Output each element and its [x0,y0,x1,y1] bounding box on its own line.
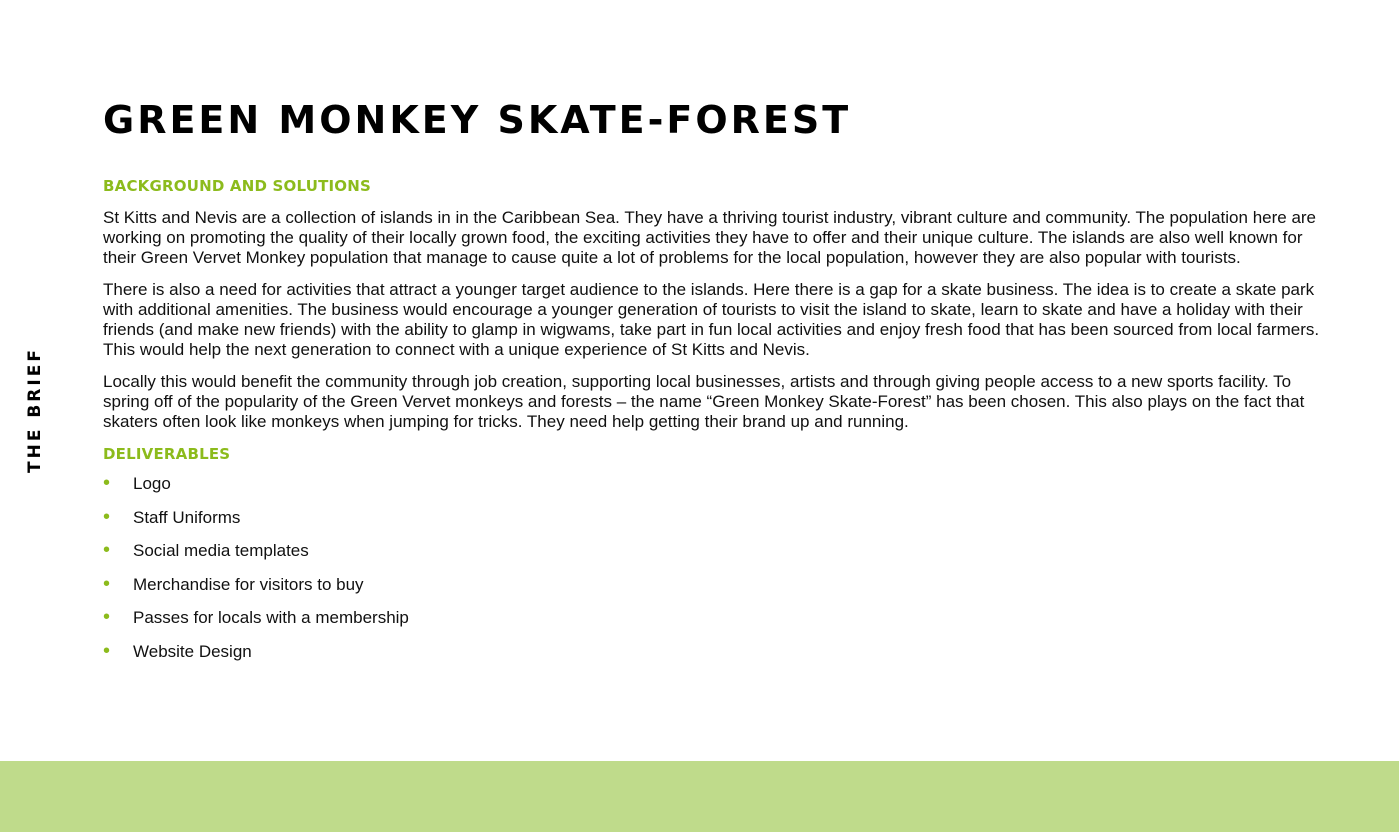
background-paragraph-1: St Kitts and Nevis are a collection of islands in in the Caribbean Sea. They have a thriving tourist industry, vibrant culture and community. The population here are working on promoting the quality of their locally grown food, the exciting activities they have to offer and their unique culture. The islands are also well known for their Green Vervet Monkey population that manage to cause quite a lot of problems for the local population, however they are also popular with tourists. [103,208,1317,267]
deliverable-label: Merchandise for visitors to buy [133,574,364,594]
deliverables-heading: DELIVERABLES [103,445,231,463]
page-title: GREEN MONKEY SKATE-FOREST [103,98,852,142]
deliverables-list [103,474,1328,662]
deliverable-label: Passes for locals with a membership [133,608,409,628]
deliverable-label: Logo [133,474,171,493]
list-item [103,474,1328,494]
bullet-icon: • [103,639,111,662]
list-item [103,639,1328,662]
footer-band [0,761,1399,832]
list-item [103,541,1328,561]
deliverable-label: Website Design [133,641,252,661]
bullet-icon: • [103,572,111,595]
deliverable-label: Staff Uniforms [133,507,241,527]
brief-content [103,96,1328,676]
background-paragraph-2: There is also a need for activities that attract a younger target audience to the islands. Here there is a gap for a skate business. The idea is to create a skate park with additional amenities. The business would encourage a younger generation of tourists to visit the island to skate, learn to skate and have a holiday with their friends (and make new friends) with the ability to glamp in wigwams, take part in fun local activities and enjoy fresh food that has been sourced from local farmers. This would help the next generation to connect with a unique experience of St Kitts and Nevis. [103,280,1320,359]
background-paragraph-3: Locally this would benefit the community through job creation, supporting local businesses, artists and through giving people access to a new sports facility. To spring off of the popularity of the Green Vervet monkeys and forests – the name “Green Monkey Skate-Forest” has been chosen. This also plays on the fact that skaters often look like monkeys when jumping for tricks. They need help getting their brand up and running. [103,372,1305,431]
bullet-icon: • [103,606,111,629]
bullet-icon: • [103,472,111,494]
side-section-label: THE BRIEF [25,347,45,473]
bullet-icon: • [103,505,111,528]
list-item [103,608,1328,628]
list-item [103,505,1328,528]
deliverable-label: Social media templates [133,541,309,561]
bullet-icon: • [103,539,111,562]
background-heading: BACKGROUND AND SOLUTIONS [103,177,372,195]
list-item [103,572,1328,595]
